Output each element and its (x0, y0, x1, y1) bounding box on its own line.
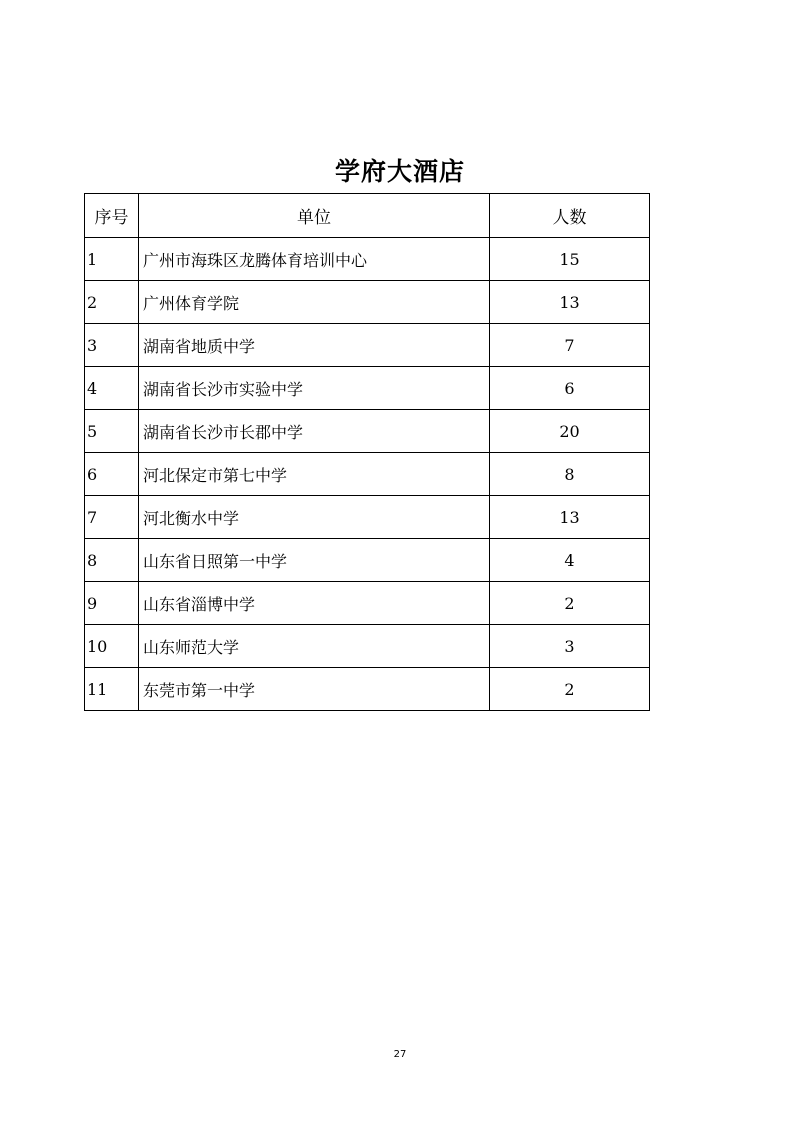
row-unit: 河北衡水中学 (139, 496, 490, 539)
row-index: 9 (85, 582, 139, 625)
row-index: 4 (85, 367, 139, 410)
row-count: 3 (490, 625, 650, 668)
row-unit: 湖南省长沙市实验中学 (139, 367, 490, 410)
table-row (85, 238, 650, 281)
row-count: 2 (490, 582, 650, 625)
row-count: 20 (490, 410, 650, 453)
column-header-unit: 单位 (139, 194, 490, 238)
row-unit: 广州市海珠区龙腾体育培训中心 (139, 238, 490, 281)
row-count: 15 (490, 238, 650, 281)
table-row (85, 582, 650, 625)
table-row (85, 281, 650, 324)
row-index: 11 (85, 668, 139, 711)
table-header-row (85, 194, 650, 238)
row-index: 10 (85, 625, 139, 668)
table-row (85, 539, 650, 582)
row-index: 7 (85, 496, 139, 539)
row-count: 8 (490, 453, 650, 496)
row-count: 13 (490, 496, 650, 539)
page-title: 学府大酒店 (334, 157, 465, 186)
row-unit: 湖南省长沙市长郡中学 (139, 410, 490, 453)
row-count: 7 (490, 324, 650, 367)
row-unit: 山东师范大学 (139, 625, 490, 668)
row-index: 3 (85, 324, 139, 367)
participant-table (84, 193, 650, 711)
row-count: 6 (490, 367, 650, 410)
row-count: 13 (490, 281, 650, 324)
row-count: 2 (490, 668, 650, 711)
table-row (85, 324, 650, 367)
table-row (85, 367, 650, 410)
row-index: 1 (85, 238, 139, 281)
row-index: 6 (85, 453, 139, 496)
page-number: 27 (393, 1049, 407, 1060)
row-index: 2 (85, 281, 139, 324)
column-header-index: 序号 (85, 194, 139, 238)
row-unit: 山东省日照第一中学 (139, 539, 490, 582)
row-unit: 河北保定市第七中学 (139, 453, 490, 496)
table-row (85, 625, 650, 668)
row-index: 5 (85, 410, 139, 453)
table-row (85, 410, 650, 453)
row-index: 8 (85, 539, 139, 582)
row-unit: 山东省淄博中学 (139, 582, 490, 625)
row-count: 4 (490, 539, 650, 582)
table-row (85, 496, 650, 539)
table-row (85, 453, 650, 496)
row-unit: 东莞市第一中学 (139, 668, 490, 711)
row-unit: 湖南省地质中学 (139, 324, 490, 367)
row-unit: 广州体育学院 (139, 281, 490, 324)
column-header-count: 人数 (490, 194, 650, 238)
table-row (85, 668, 650, 711)
